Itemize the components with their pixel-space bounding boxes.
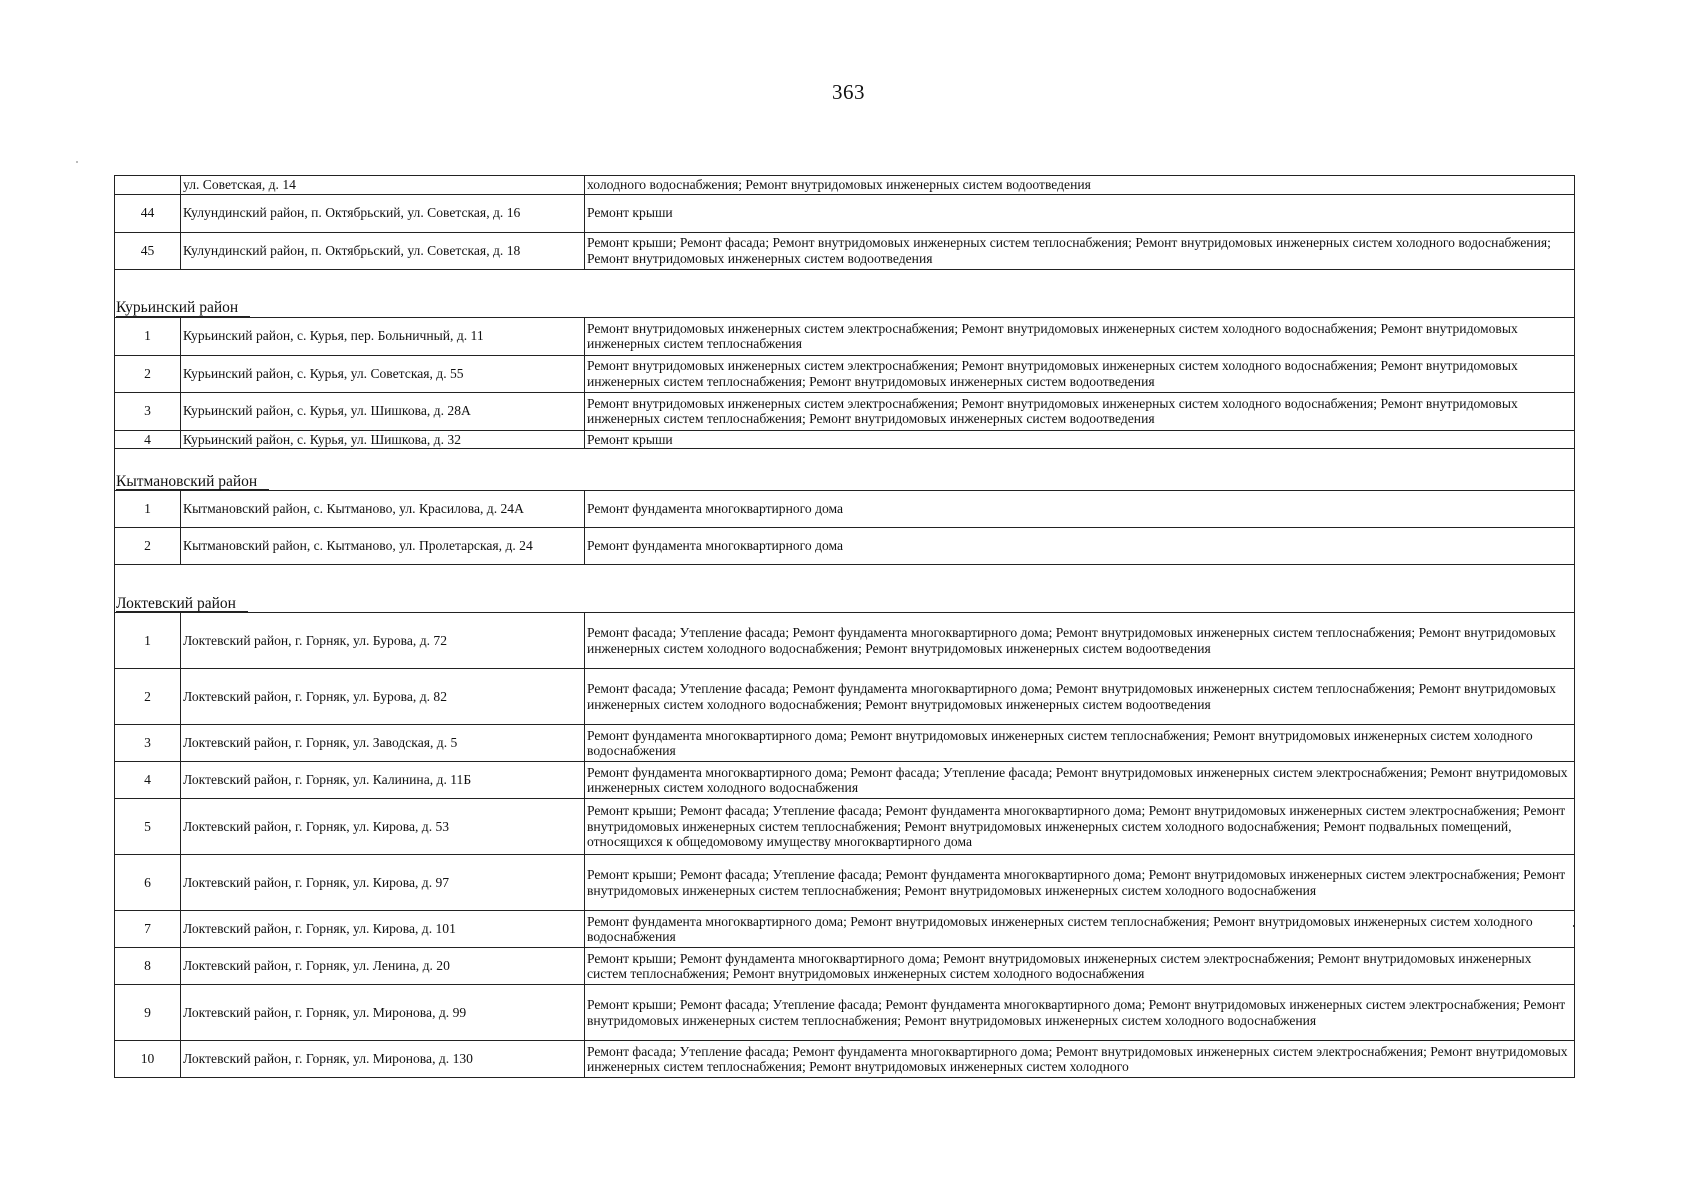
- table-row: [115, 613, 1575, 669]
- row-number: 44: [115, 194, 181, 232]
- table-row: [115, 355, 1575, 392]
- row-address: Локтевский район, г. Горняк, ул. Миронова, д. 130: [181, 1041, 585, 1078]
- row-number: 2: [115, 355, 181, 392]
- row-number: 1: [115, 491, 181, 528]
- table-row: [115, 1041, 1575, 1078]
- row-number: 1: [115, 317, 181, 355]
- section-title: Локтевский район: [116, 596, 248, 613]
- table-row: [115, 948, 1575, 985]
- row-address: Локтевский район, г. Горняк, ул. Бурова, д. 72: [181, 613, 585, 669]
- scan-dot: [76, 161, 78, 163]
- row-number: 10: [115, 1041, 181, 1078]
- row-number: 9: [115, 985, 181, 1041]
- table-row: [115, 669, 1575, 725]
- row-number: 45: [115, 232, 181, 269]
- row-works: Ремонт крыши; Ремонт фасада; Ремонт внутридомовых инженерных систем теплоснабжения; Ремонт внутридомовых инженерных систем холодного водоснабжения; Ремонт внутридомовых инженерных систем водоотведения: [585, 232, 1575, 269]
- row-works: Ремонт внутридомовых инженерных систем электроснабжения; Ремонт внутридомовых инженерных систем холодного водоснабжения; Ремонт внутридомовых инженерных систем теплоснабжения; Ремонт внутридомовых инженерных систем водоотведения: [585, 355, 1575, 392]
- row-works: Ремонт крыши; Ремонт фасада; Утепление фасада; Ремонт фундамента многоквартирного дома; Ремонт внутридомовых инженерных систем электроснабжения; Ремонт внутридомовых инженерных систем теплоснабжения; Ремонт внутридомовых инженерных систем холодного водоснабжения: [585, 985, 1575, 1041]
- table-row: [115, 762, 1575, 799]
- row-address: Локтевский район, г. Горняк, ул. Ленина, д. 20: [181, 948, 585, 985]
- table-row: [115, 491, 1575, 528]
- row-works: Ремонт крыши; Ремонт фасада; Утепление фасада; Ремонт фундамента многоквартирного дома; Ремонт внутридомовых инженерных систем электроснабжения; Ремонт внутридомовых инженерных систем теплоснабжения; Ремонт внутридомовых инженерных систем холодного водоснабжения: [585, 855, 1575, 911]
- row-number: 2: [115, 528, 181, 565]
- section-title: Курьинский район: [116, 300, 250, 317]
- row-address: Локтевский район, г. Горняк, ул. Миронова, д. 99: [181, 985, 585, 1041]
- table-row: [115, 985, 1575, 1041]
- row-works: Ремонт крыши: [585, 194, 1575, 232]
- row-address: Локтевский район, г. Горняк, ул. Заводская, д. 5: [181, 725, 585, 762]
- row-address: Локтевский район, г. Горняк, ул. Бурова, д. 82: [181, 669, 585, 725]
- row-number: 1: [115, 613, 181, 669]
- section-header-row: [115, 269, 1575, 317]
- table-row: [115, 194, 1575, 232]
- row-number: 8: [115, 948, 181, 985]
- row-address: ул. Советская, д. 14: [181, 176, 585, 195]
- row-address: Кулундинский район, п. Октябрьский, ул. Советская, д. 18: [181, 232, 585, 269]
- table-row: [115, 855, 1575, 911]
- row-address: Локтевский район, г. Горняк, ул. Кирова, д. 97: [181, 855, 585, 911]
- row-works: Ремонт внутридомовых инженерных систем электроснабжения; Ремонт внутридомовых инженерных систем холодного водоснабжения; Ремонт внутридомовых инженерных систем теплоснабжения; Ремонт внутридомовых инженерных систем водоотведения: [585, 392, 1575, 430]
- section-header-row: [115, 565, 1575, 613]
- table-row: [115, 232, 1575, 269]
- table-row: [115, 911, 1575, 948]
- row-address: Курьинский район, с. Курья, ул. Шишкова, д. 28А: [181, 392, 585, 430]
- row-address: Курьинский район, с. Курья, ул. Шишкова, д. 32: [181, 430, 585, 449]
- table-row: [115, 430, 1575, 449]
- section-header-row: [115, 449, 1575, 491]
- row-address: Локтевский район, г. Горняк, ул. Кирова, д. 53: [181, 799, 585, 855]
- row-works: Ремонт фундамента многоквартирного дома; Ремонт внутридомовых инженерных систем теплоснабжения; Ремонт внутридомовых инженерных систем холодного водоснабжения: [585, 725, 1575, 762]
- row-address: Локтевский район, г. Горняк, ул. Калинина, д. 11Б: [181, 762, 585, 799]
- row-works: Ремонт фундамента многоквартирного дома; Ремонт фасада; Утепление фасада; Ремонт внутридомовых инженерных систем электроснабжения; Ремонт внутридомовых инженерных систем холодного водоснабжения: [585, 762, 1575, 799]
- row-address: Кытмановский район, с. Кытманово, ул. Пролетарская, д. 24: [181, 528, 585, 565]
- row-works: Ремонт крыши: [585, 430, 1575, 449]
- table-row: [115, 725, 1575, 762]
- table-row: [115, 528, 1575, 565]
- row-works: Ремонт крыши; Ремонт фасада; Утепление фасада; Ремонт фундамента многоквартирного дома; Ремонт внутридомовых инженерных систем электроснабжения; Ремонт внутридомовых инженерных систем теплоснабжения; Ремонт внутридомовых инженерных систем холодного водоснабжения; Ремонт подвальных помещений, относящихся к общедомовому имуществу многоквартирного дома: [585, 799, 1575, 855]
- section-title: Кытмановский район: [116, 474, 269, 491]
- row-address: Локтевский район, г. Горняк, ул. Кирова, д. 101: [181, 911, 585, 948]
- row-works: Ремонт фасада; Утепление фасада; Ремонт фундамента многоквартирного дома; Ремонт внутридомовых инженерных систем теплоснабжения; Ремонт внутридомовых инженерных систем холодного водоснабжения; Ремонт внутридомовых инженерных систем водоотведения: [585, 613, 1575, 669]
- row-address: Курьинский район, с. Курья, пер. Больничный, д. 11: [181, 317, 585, 355]
- row-number: 6: [115, 855, 181, 911]
- row-address: Курьинский район, с. Курья, ул. Советская, д. 55: [181, 355, 585, 392]
- repair-works-table: [114, 175, 1575, 1078]
- row-number: 5: [115, 799, 181, 855]
- row-works: Ремонт фундамента многоквартирного дома: [585, 491, 1575, 528]
- row-number: 2: [115, 669, 181, 725]
- row-number: 4: [115, 762, 181, 799]
- row-number: 3: [115, 392, 181, 430]
- table-row: [115, 799, 1575, 855]
- row-works: Ремонт фундамента многоквартирного дома: [585, 528, 1575, 565]
- table-row: [115, 317, 1575, 355]
- page-number: 363: [832, 80, 865, 104]
- row-works: Ремонт фасада; Утепление фасада; Ремонт фундамента многоквартирного дома; Ремонт внутридомовых инженерных систем теплоснабжения; Ремонт внутридомовых инженерных систем холодного водоснабжения; Ремонт внутридомовых инженерных систем водоотведения: [585, 669, 1575, 725]
- row-works: холодного водоснабжения; Ремонт внутридомовых инженерных систем водоотведения: [585, 176, 1575, 195]
- row-works: Ремонт фундамента многоквартирного дома; Ремонт внутридомовых инженерных систем теплоснабжения; Ремонт внутридомовых инженерных систем холодного водоснабжения: [585, 911, 1575, 948]
- row-number: 3: [115, 725, 181, 762]
- row-works: Ремонт внутридомовых инженерных систем электроснабжения; Ремонт внутридомовых инженерных систем холодного водоснабжения; Ремонт внутридомовых инженерных систем теплоснабжения: [585, 317, 1575, 355]
- row-works: Ремонт крыши; Ремонт фундамента многоквартирного дома; Ремонт внутридомовых инженерных систем электроснабжения; Ремонт внутридомовых инженерных систем теплоснабжения; Ремонт внутридомовых инженерных систем холодного водоснабжения: [585, 948, 1575, 985]
- row-number: 7: [115, 911, 181, 948]
- row-number: [115, 176, 181, 195]
- row-number: 4: [115, 430, 181, 449]
- table-row: [115, 176, 1575, 195]
- row-address: Кулундинский район, п. Октябрьский, ул. Советская, д. 16: [181, 194, 585, 232]
- row-address: Кытмановский район, с. Кытманово, ул. Красилова, д. 24А: [181, 491, 585, 528]
- row-works: Ремонт фасада; Утепление фасада; Ремонт фундамента многоквартирного дома; Ремонт внутридомовых инженерных систем электроснабжения; Ремонт внутридомовых инженерных систем теплоснабжения; Ремонт внутридомовых инженерных систем холодного: [585, 1041, 1575, 1078]
- table-row: [115, 392, 1575, 430]
